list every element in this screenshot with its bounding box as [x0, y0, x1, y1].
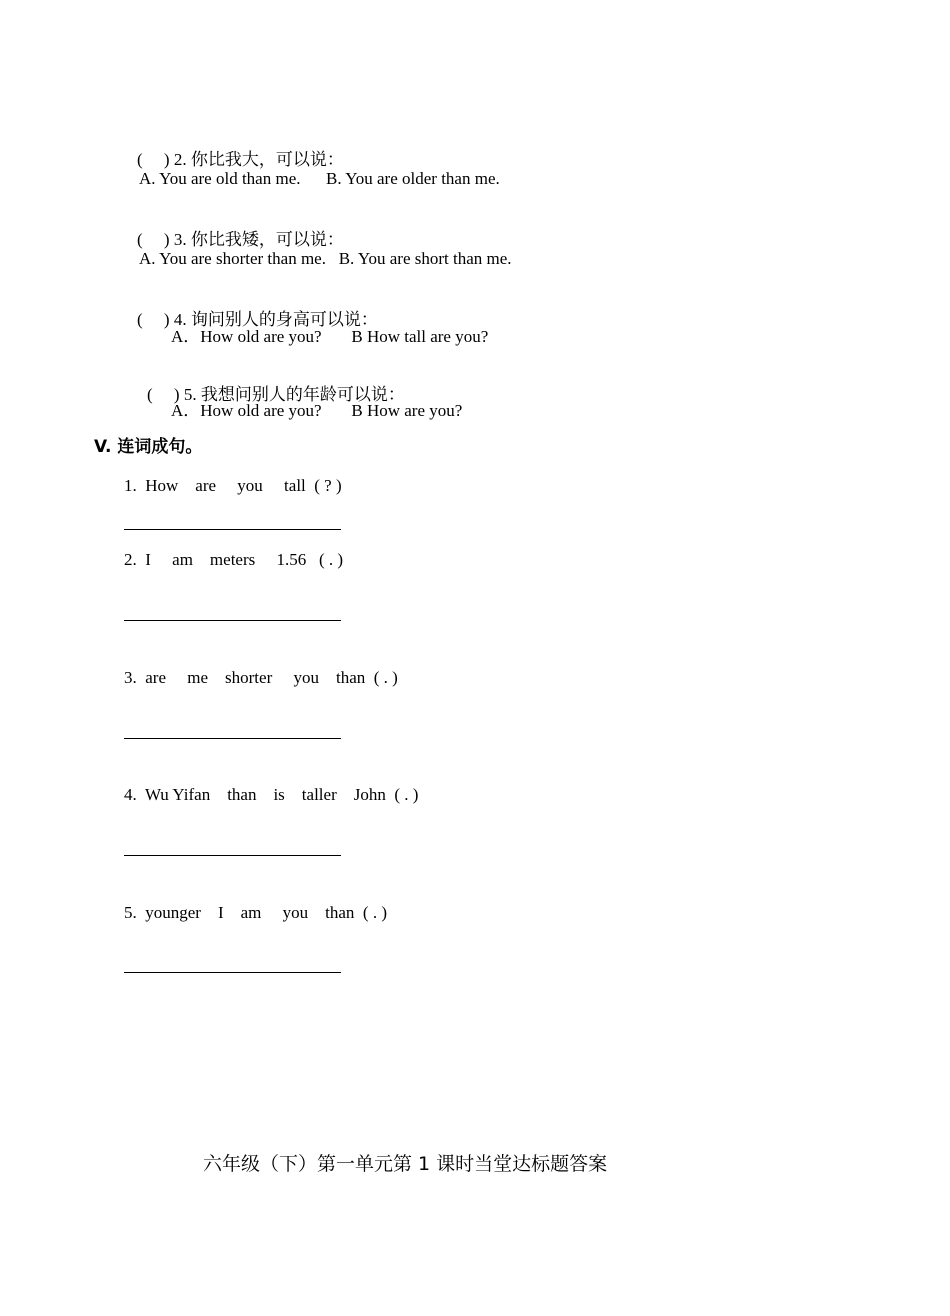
reorder-item-4: 4. Wu Yifan than is taller John ( . ): [124, 785, 419, 804]
answer-line-1[interactable]: [124, 529, 341, 530]
reorder-item-5: 5. younger I am you than ( . ): [124, 903, 387, 922]
reorder-item-1: 1. How are you tall ( ? ): [124, 476, 342, 495]
question-3-prompt: 你比我矮，可以说：: [190, 230, 344, 250]
question-2-options: A. You are old than me. B. You are older than me.: [139, 169, 500, 188]
question-4-prompt: 询问别人的身高可以说：: [190, 310, 378, 330]
question-3-prefix: ( ) 3.: [137, 230, 191, 249]
answer-line-5[interactable]: [124, 972, 341, 973]
question-4-prefix: ( ) 4.: [137, 310, 191, 329]
section-v-heading: V. 连词成句。: [94, 437, 203, 457]
answer-line-4[interactable]: [124, 855, 341, 856]
reorder-item-3: 3. are me shorter you than ( . ): [124, 668, 398, 687]
question-5-options: A．How old are you? B How are you?: [171, 401, 463, 420]
question-5-prompt: 我想问别人的年龄可以说：: [200, 385, 405, 405]
answer-line-3[interactable]: [124, 738, 341, 739]
reorder-item-2: 2. I am meters 1.56 ( . ): [124, 550, 344, 569]
question-2-prompt: 你比我大，可以说：: [190, 150, 344, 170]
answer-line-2[interactable]: [124, 620, 341, 621]
answer-key-title: 六年级（下）第一单元第 1 课时当堂达标题答案: [203, 1153, 608, 1175]
question-2-prefix: ( ) 2.: [137, 150, 191, 169]
question-3-options: A. You are shorter than me. B. You are short than me.: [139, 249, 512, 268]
question-4-options: A．How old are you? B How tall are you?: [171, 327, 489, 346]
question-5-prefix: ( ) 5.: [147, 385, 201, 404]
